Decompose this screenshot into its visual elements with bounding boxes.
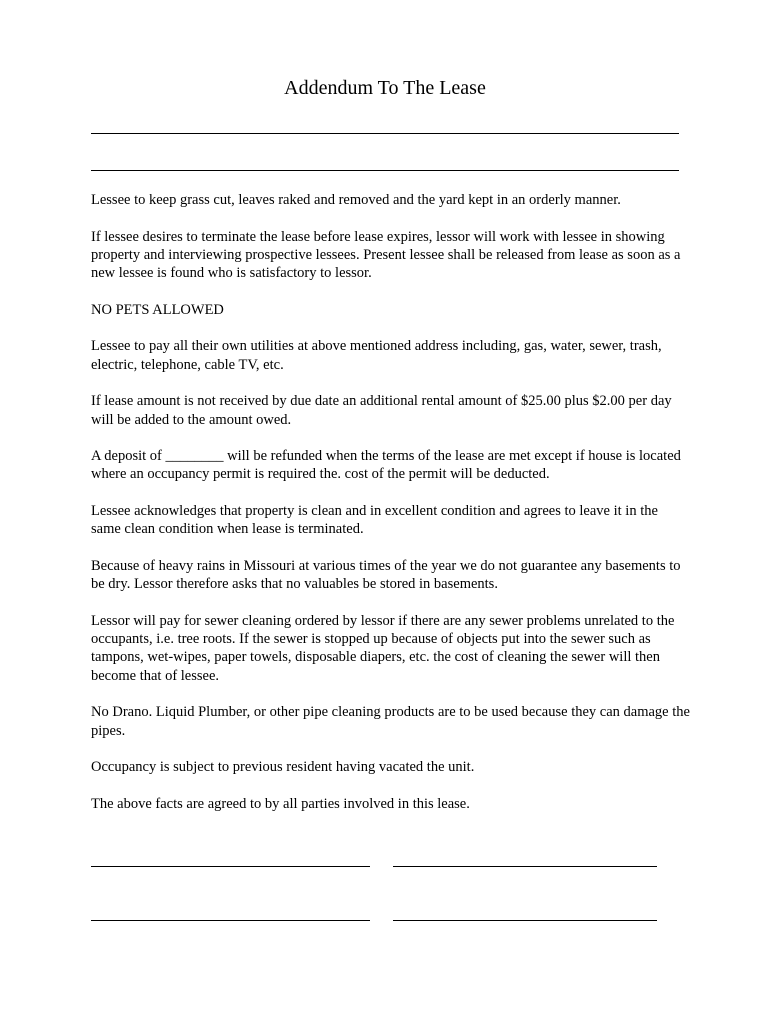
signature-line-2-right bbox=[393, 920, 657, 921]
term-property-condition: Lessee acknowledges that property is clean and in excellent condition and agrees to leave it in the same clean condition when lease is terminated. bbox=[91, 503, 658, 538]
term-occupancy: Occupancy is subject to previous resident having vacated the unit. bbox=[91, 759, 475, 776]
term-no-pets: NO PETS ALLOWED bbox=[91, 301, 224, 318]
term-utilities: Lessee to pay all their own utilities at above mentioned address including, gas, water, sewer, trash, electric, telephone, cable TV, etc. bbox=[91, 338, 662, 373]
term-deposit: A deposit of ________ will be refunded when the terms of the lease are met except if house is located where an occupancy permit is required the. cost of the permit will be deducted. bbox=[91, 448, 681, 483]
term-agreement: The above facts are agreed to by all parties involved in this lease. bbox=[91, 795, 470, 812]
header-blank-line-1 bbox=[91, 133, 679, 134]
term-yard-care: Lessee to keep grass cut, leaves raked and removed and the yard kept in an orderly manner. bbox=[91, 192, 621, 208]
signature-line-2-left bbox=[91, 920, 370, 921]
term-basements: Because of heavy rains in Missouri at various times of the year we do not guarantee any basements to be dry. Lessor therefore asks that no valuables be stored in basements. bbox=[91, 557, 681, 593]
lease-terms bbox=[91, 191, 691, 831]
term-sewer-cleaning: Lessor will pay for sewer cleaning ordered by lessor if there are any sewer problems unrelated to the occupants, i.e. tree roots. If the sewer is stopped up because of objects put into the sewer such as tampons, wet-wipes, paper towels, disposable diapers, etc. the cost of cleaning the sewer will then become that of lessee. bbox=[91, 612, 675, 684]
term-early-termination: If lessee desires to terminate the lease before lease expires, lessor will work with lessee in showing property and interviewing prospective lessees. Present lessee shall be released from lease as soon as a new lessee is found who is satisfactory to lessor. bbox=[91, 228, 681, 282]
term-late-fee: If lease amount is not received by due date an additional rental amount of $25.00 plus $2.00 per day will be added to the amount owed. bbox=[91, 393, 672, 428]
signature-line-1-left bbox=[91, 866, 370, 867]
document-title: Addendum To The Lease bbox=[284, 77, 486, 99]
signature-line-1-right bbox=[393, 866, 657, 867]
term-pipe-cleaners: No Drano. Liquid Plumber, or other pipe cleaning products are to be used because they can damage the pipes. bbox=[91, 704, 690, 739]
header-blank-line-2 bbox=[91, 170, 679, 171]
